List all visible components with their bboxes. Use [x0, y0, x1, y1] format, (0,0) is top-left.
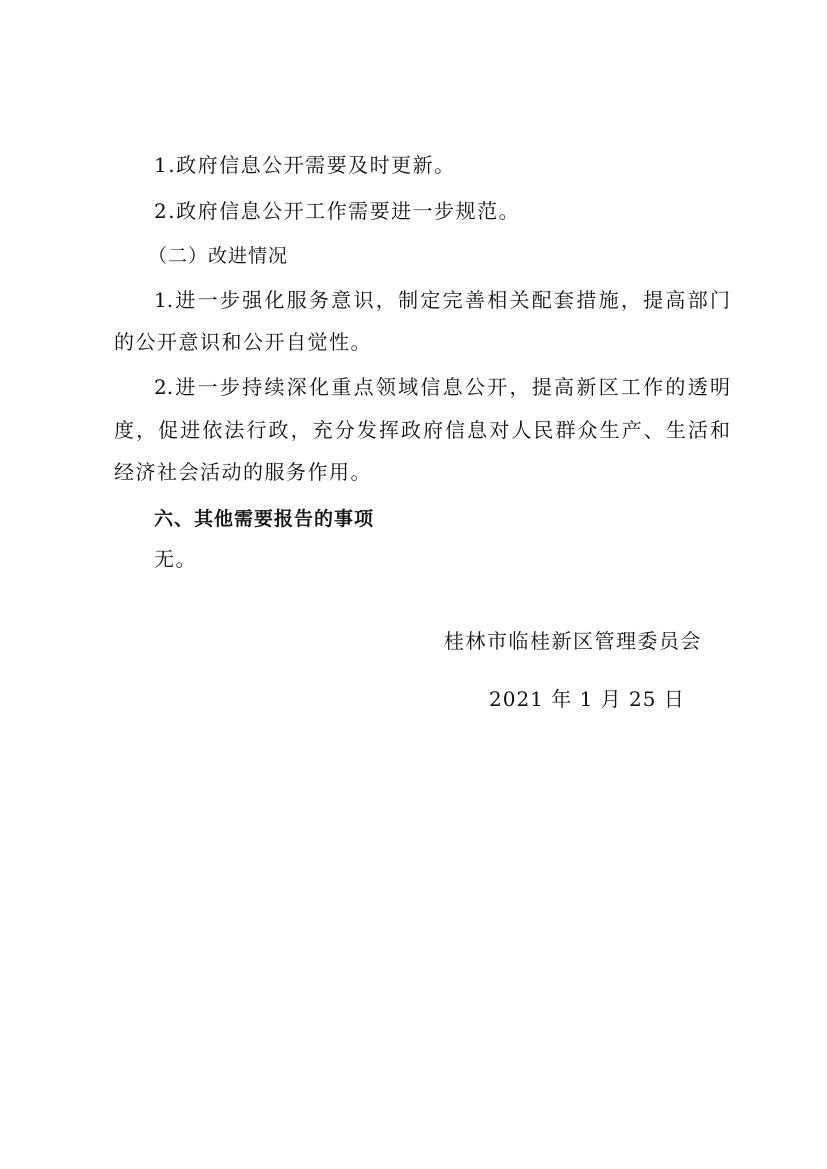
signature-date: 2021 年 1 月 25 日 [489, 687, 685, 711]
improvement-item-1-line-1: 1.进一步强化服务意识，制定完善相关配套措施，提高部门 [154, 288, 730, 312]
problem-item-1: 1.政府信息公开需要及时更新。 [154, 153, 456, 177]
other-matters-heading: 六、其他需要报告的事项 [154, 508, 375, 530]
signature-organization: 桂林市临桂新区管理委员会 [444, 629, 702, 653]
other-matters-content: 无。 [154, 547, 197, 571]
improvements-heading: （二）改进情况 [148, 245, 289, 267]
problem-item-2: 2.政府信息公开工作需要进一步规范。 [154, 199, 521, 223]
improvement-item-2-line-1: 2.进一步持续深化重点领域信息公开，提高新区工作的透明 [154, 375, 730, 399]
improvement-item-2-line-2: 度，促进依法行政，充分发挥政府信息对人民群众生产、生活和 [114, 418, 730, 442]
improvement-item-2-line-3: 经济社会活动的服务作用。 [114, 460, 372, 484]
improvement-item-1-line-2: 的公开意识和公开自觉性。 [114, 330, 372, 354]
